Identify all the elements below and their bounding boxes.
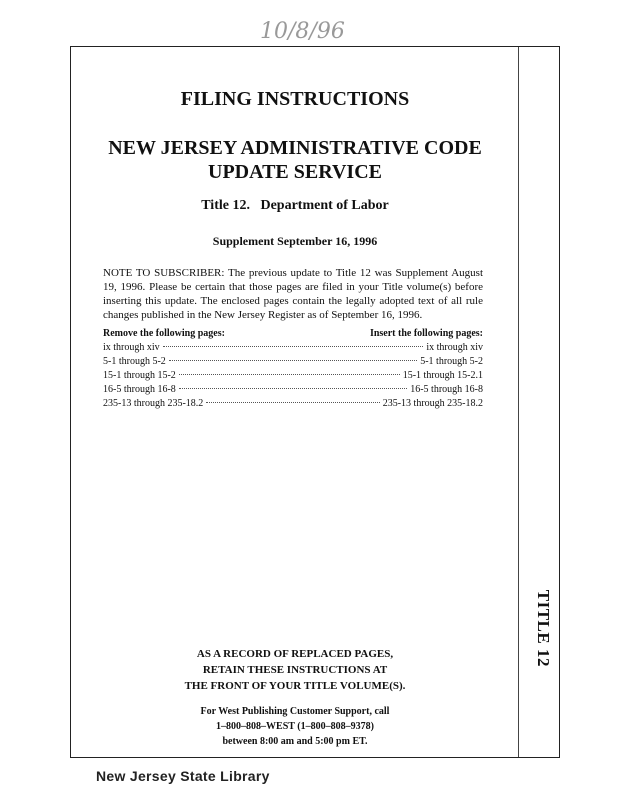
table-row — [103, 398, 483, 412]
insert-pages: 5-1 through 5-2 — [420, 356, 483, 367]
leader-dots — [179, 374, 400, 375]
table-header — [103, 328, 483, 339]
record-notice-line: RETAIN THESE INSTRUCTIONS AT — [202, 664, 388, 676]
table-row — [103, 342, 483, 356]
record-notice — [70, 646, 520, 694]
svg-text:10/8/96: 10/8/96 — [260, 19, 345, 44]
remove-pages: ix through xiv — [103, 342, 160, 353]
note-to-subscriber: NOTE TO SUBSCRIBER: The previous update to Title 12 was Supplement August 19, 1996. Please be certain that those pages are filed in your Title volume(s) before inserting this update. The enclosed pages contain the legally adopted text of all rule changes published in the New Jersey Register as of September 16, 1996. — [103, 267, 483, 321]
page-replacement-table — [103, 328, 483, 412]
leader-dots — [163, 346, 424, 347]
handwritten-date — [250, 10, 430, 50]
supplement-date: Supplement September 16, 1996 — [212, 234, 378, 248]
leader-dots — [169, 360, 417, 361]
remove-pages: 235-13 through 235-18.2 — [103, 398, 204, 409]
record-notice-line: THE FRONT OF YOUR TITLE VOLUME(S). — [184, 680, 406, 692]
table-row — [103, 370, 483, 384]
library-stamp: New Jersey State Library — [96, 768, 270, 784]
leader-dots — [179, 388, 407, 389]
leader-dots — [206, 402, 379, 403]
support-line: For West Publishing Customer Support, call — [200, 706, 390, 717]
code-heading-line1: NEW JERSEY ADMINISTRATIVE CODE — [108, 137, 482, 159]
table-row — [103, 384, 483, 398]
title-tab — [519, 47, 559, 757]
table-row — [103, 356, 483, 370]
insert-pages: 15-1 through 15-2.1 — [402, 370, 483, 381]
remove-pages: 16-5 through 16-8 — [103, 384, 176, 395]
insert-header: Insert the following pages: — [369, 328, 483, 339]
filing-instructions-heading: FILING INSTRUCTIONS — [180, 88, 410, 110]
insert-pages: 235-13 through 235-18.2 — [382, 398, 483, 409]
insert-pages: ix through xiv — [426, 342, 483, 353]
remove-pages: 5-1 through 5-2 — [103, 356, 166, 367]
code-heading-line2: UPDATE SERVICE — [208, 161, 382, 183]
tab-label: TITLE 12 — [534, 589, 553, 667]
record-notice-line: AS A RECORD OF REPLACED PAGES, — [196, 648, 394, 660]
remove-pages: 15-1 through 15-2 — [103, 370, 176, 381]
support-line: between 8:00 am and 5:00 pm ET. — [222, 736, 368, 747]
code-heading — [70, 136, 520, 184]
customer-support — [70, 704, 520, 749]
insert-pages: 16-5 through 16-8 — [410, 384, 483, 395]
remove-header: Remove the following pages: — [103, 328, 225, 339]
support-line: 1–800–808–WEST (1–800–808–9378) — [216, 721, 374, 732]
title-line: Title 12. Department of Labor — [201, 198, 389, 213]
